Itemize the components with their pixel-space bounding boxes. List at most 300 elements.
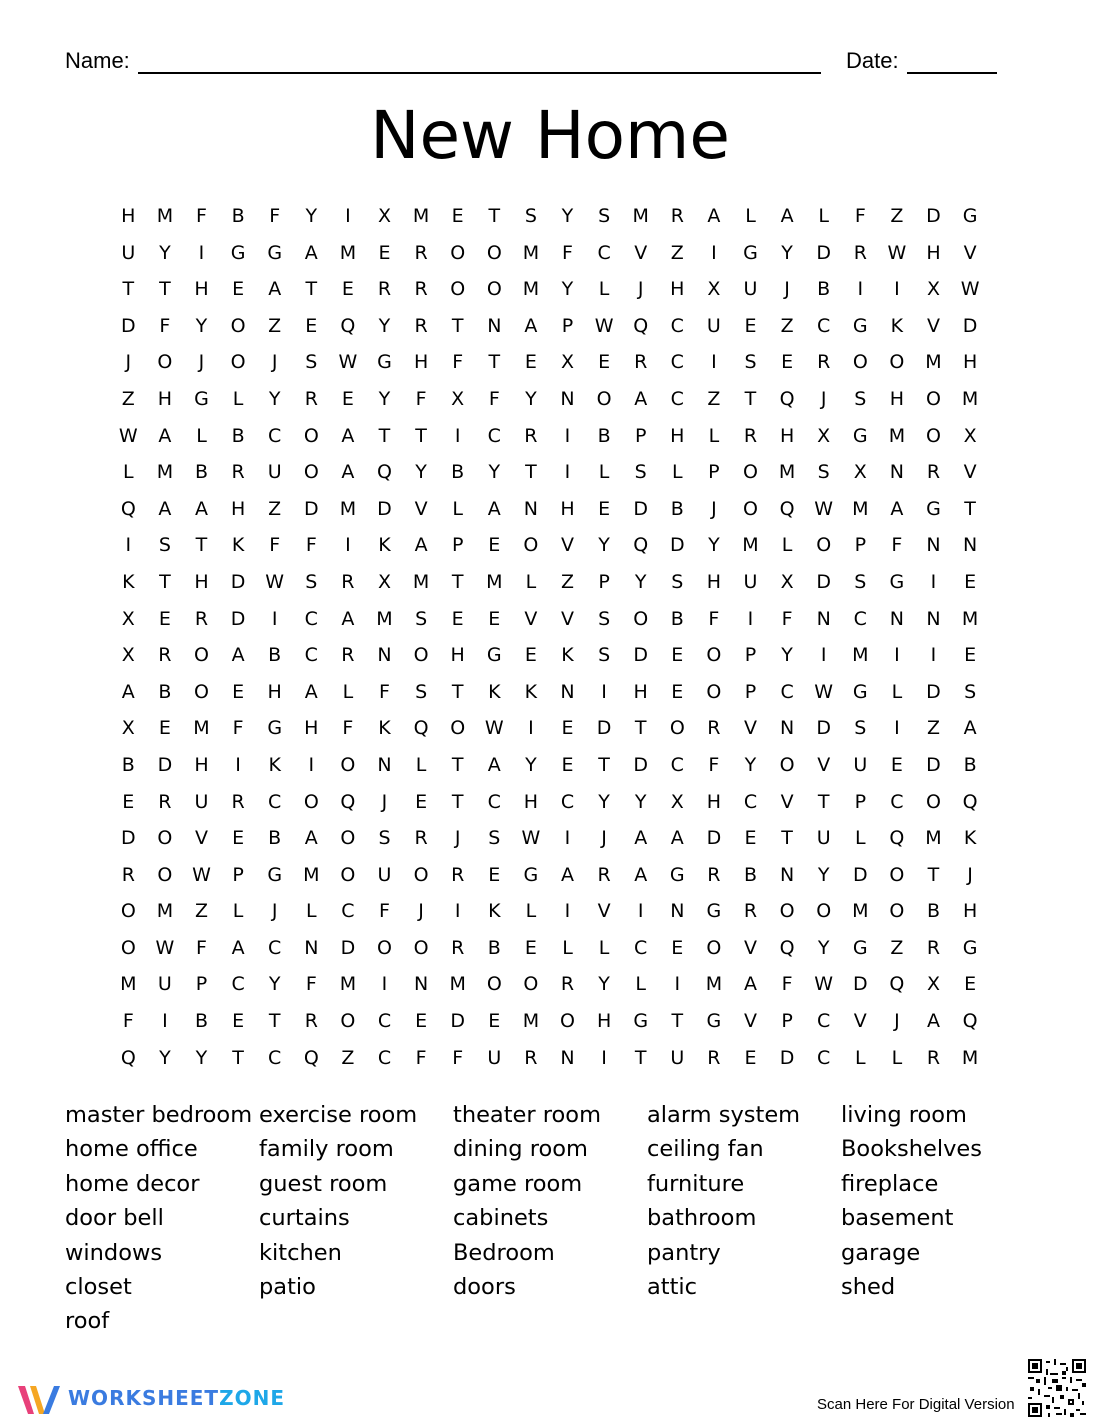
grid-letter[interactable]: J bbox=[125, 351, 132, 374]
grid-letter[interactable]: Z bbox=[890, 205, 904, 227]
grid-letter[interactable]: R bbox=[707, 717, 721, 740]
grid-letter[interactable]: Q bbox=[633, 314, 649, 337]
grid-letter[interactable]: D bbox=[816, 570, 831, 593]
grid-letter[interactable]: S bbox=[854, 717, 867, 740]
grid-letter[interactable]: O bbox=[194, 644, 209, 667]
grid-letter[interactable]: I bbox=[601, 1046, 607, 1069]
grid-letter[interactable]: I bbox=[601, 680, 607, 703]
grid-letter[interactable]: R bbox=[414, 241, 428, 264]
grid-letter[interactable]: T bbox=[451, 314, 464, 337]
grid-letter[interactable]: Z bbox=[121, 387, 135, 410]
grid-letter[interactable]: M bbox=[193, 717, 210, 740]
grid-letter[interactable]: H bbox=[889, 387, 905, 410]
grid-letter[interactable]: O bbox=[926, 790, 941, 813]
grid-letter[interactable]: R bbox=[634, 351, 648, 374]
grid-letter[interactable]: E bbox=[671, 680, 684, 703]
grid-letter[interactable]: D bbox=[633, 753, 648, 776]
grid-letter[interactable]: X bbox=[377, 570, 391, 593]
grid-letter[interactable]: J bbox=[381, 790, 388, 813]
grid-letter[interactable]: U bbox=[267, 461, 282, 484]
grid-letter[interactable]: W bbox=[887, 241, 907, 264]
grid-letter[interactable]: I bbox=[454, 900, 461, 923]
grid-letter[interactable]: R bbox=[743, 900, 758, 923]
grid-letter[interactable]: Z bbox=[707, 387, 721, 410]
grid-letter[interactable]: G bbox=[230, 241, 246, 264]
grid-letter[interactable]: L bbox=[891, 680, 903, 703]
grid-letter[interactable]: L bbox=[123, 461, 134, 484]
grid-letter[interactable]: D bbox=[816, 241, 831, 264]
grid-letter[interactable]: F bbox=[232, 717, 244, 740]
grid-letter[interactable]: I bbox=[857, 278, 864, 301]
grid-letter[interactable]: O bbox=[486, 241, 502, 264]
grid-letter[interactable]: S bbox=[598, 607, 611, 630]
grid-letter[interactable]: O bbox=[157, 827, 173, 850]
grid-letter[interactable]: I bbox=[345, 534, 351, 557]
grid-letter[interactable]: E bbox=[415, 1010, 428, 1033]
grid-letter[interactable]: Z bbox=[926, 717, 940, 740]
grid-letter[interactable]: T bbox=[634, 1046, 647, 1069]
grid-letter[interactable]: M bbox=[303, 863, 320, 886]
grid-letter[interactable]: H bbox=[523, 790, 539, 813]
grid-letter[interactable]: G bbox=[377, 351, 392, 374]
grid-letter[interactable]: V bbox=[926, 314, 940, 337]
grid-letter[interactable]: A bbox=[304, 827, 318, 850]
grid-letter[interactable]: X bbox=[780, 570, 794, 593]
grid-letter[interactable]: G bbox=[743, 241, 758, 264]
grid-letter[interactable]: D bbox=[120, 314, 136, 337]
grid-letter[interactable]: F bbox=[854, 205, 866, 227]
grid-letter[interactable]: V bbox=[634, 241, 648, 264]
grid-letter[interactable]: I bbox=[820, 644, 827, 667]
grid-letter[interactable]: O bbox=[230, 314, 246, 337]
grid-letter[interactable]: O bbox=[486, 278, 502, 301]
grid-letter[interactable]: R bbox=[707, 1046, 721, 1069]
grid-letter[interactable]: I bbox=[564, 827, 571, 850]
grid-letter[interactable]: D bbox=[926, 680, 941, 703]
grid-letter[interactable]: E bbox=[561, 717, 574, 740]
grid-letter[interactable]: T bbox=[378, 424, 391, 447]
grid-letter[interactable]: O bbox=[706, 644, 722, 667]
grid-letter[interactable]: F bbox=[305, 534, 317, 557]
grid-letter[interactable]: G bbox=[926, 497, 941, 520]
grid-letter[interactable]: O bbox=[669, 717, 685, 740]
grid-letter[interactable]: F bbox=[708, 753, 720, 776]
grid-letter[interactable]: X bbox=[926, 973, 940, 996]
grid-letter[interactable]: T bbox=[488, 351, 501, 374]
grid-letter[interactable]: M bbox=[925, 351, 942, 374]
grid-letter[interactable]: S bbox=[415, 680, 428, 703]
grid-letter[interactable]: G bbox=[267, 241, 283, 264]
grid-letter[interactable]: A bbox=[634, 863, 648, 886]
grid-letter[interactable]: N bbox=[487, 314, 502, 337]
grid-letter[interactable]: Y bbox=[598, 973, 610, 996]
grid-letter[interactable]: M bbox=[522, 1010, 540, 1033]
grid-letter[interactable]: P bbox=[744, 644, 757, 667]
grid-letter[interactable]: W bbox=[192, 863, 211, 886]
grid-letter[interactable]: A bbox=[341, 461, 355, 484]
grid-letter[interactable]: W bbox=[265, 570, 285, 593]
grid-letter[interactable]: Z bbox=[268, 314, 282, 337]
grid-letter[interactable]: O bbox=[852, 351, 868, 374]
grid-letter[interactable]: H bbox=[230, 497, 246, 520]
grid-letter[interactable]: I bbox=[564, 461, 571, 484]
grid-letter[interactable]: P bbox=[232, 863, 244, 886]
grid-letter[interactable]: Z bbox=[780, 314, 794, 337]
grid-letter[interactable]: N bbox=[377, 753, 392, 776]
grid-letter[interactable]: W bbox=[484, 717, 504, 740]
grid-letter[interactable]: L bbox=[306, 900, 317, 923]
grid-letter[interactable]: O bbox=[194, 680, 209, 703]
grid-letter[interactable]: B bbox=[231, 205, 245, 227]
grid-letter[interactable]: A bbox=[158, 497, 172, 520]
grid-letter[interactable]: W bbox=[814, 680, 834, 703]
grid-letter[interactable]: V bbox=[560, 534, 574, 557]
grid-letter[interactable]: W bbox=[155, 936, 175, 959]
grid-letter[interactable]: O bbox=[157, 351, 173, 374]
grid-letter[interactable]: O bbox=[560, 1010, 575, 1033]
grid-letter[interactable]: Q bbox=[779, 387, 795, 410]
grid-letter[interactable]: O bbox=[889, 900, 905, 923]
grid-letter[interactable]: D bbox=[450, 1010, 465, 1033]
grid-letter[interactable]: S bbox=[671, 570, 684, 593]
grid-letter[interactable]: A bbox=[890, 497, 904, 520]
grid-letter[interactable]: T bbox=[159, 278, 171, 301]
grid-letter[interactable]: W bbox=[814, 497, 834, 520]
grid-letter[interactable]: N bbox=[377, 644, 392, 667]
grid-letter[interactable]: R bbox=[414, 314, 428, 337]
grid-letter[interactable]: D bbox=[779, 1046, 795, 1069]
grid-letter[interactable]: E bbox=[158, 717, 171, 740]
grid-letter[interactable]: X bbox=[121, 717, 135, 740]
grid-letter[interactable]: L bbox=[525, 570, 537, 593]
grid-letter[interactable]: R bbox=[597, 863, 611, 886]
grid-letter[interactable]: R bbox=[304, 387, 318, 410]
grid-letter[interactable]: M bbox=[852, 497, 869, 520]
grid-letter[interactable]: T bbox=[268, 1010, 281, 1033]
grid-letter[interactable]: Q bbox=[340, 314, 356, 337]
grid-letter[interactable]: E bbox=[341, 278, 354, 301]
grid-letter[interactable]: M bbox=[156, 205, 174, 227]
grid-letter[interactable]: J bbox=[271, 351, 278, 374]
grid-letter[interactable]: L bbox=[342, 680, 354, 703]
grid-letter[interactable]: K bbox=[231, 534, 245, 557]
grid-letter[interactable]: Q bbox=[120, 497, 136, 520]
grid-letter[interactable]: Y bbox=[268, 387, 281, 410]
grid-letter[interactable]: R bbox=[743, 424, 758, 447]
grid-letter[interactable]: S bbox=[415, 607, 428, 630]
grid-letter[interactable]: I bbox=[711, 241, 717, 264]
grid-letter[interactable]: D bbox=[852, 973, 868, 996]
grid-letter[interactable]: L bbox=[598, 936, 610, 959]
grid-letter[interactable]: E bbox=[232, 680, 245, 703]
grid-letter[interactable]: Q bbox=[413, 717, 429, 740]
grid-letter[interactable]: O bbox=[743, 461, 758, 484]
grid-letter[interactable]: L bbox=[598, 461, 610, 484]
grid-letter[interactable]: M bbox=[632, 205, 649, 227]
grid-letter[interactable]: R bbox=[451, 863, 465, 886]
grid-letter[interactable]: T bbox=[634, 717, 647, 740]
grid-letter[interactable]: T bbox=[671, 1010, 684, 1033]
grid-letter[interactable]: C bbox=[304, 644, 318, 667]
grid-letter[interactable]: R bbox=[377, 278, 392, 301]
grid-letter[interactable]: X bbox=[121, 607, 135, 630]
grid-letter[interactable]: O bbox=[926, 387, 941, 410]
grid-letter[interactable]: Y bbox=[817, 863, 830, 886]
grid-letter[interactable]: Y bbox=[817, 936, 830, 959]
grid-letter[interactable]: L bbox=[745, 205, 756, 227]
grid-letter[interactable]: O bbox=[706, 680, 722, 703]
grid-letter[interactable]: B bbox=[670, 607, 684, 630]
grid-letter[interactable]: C bbox=[634, 936, 648, 959]
grid-letter[interactable]: X bbox=[670, 790, 684, 813]
grid-letter[interactable]: T bbox=[232, 1046, 244, 1069]
grid-letter[interactable]: C bbox=[743, 790, 758, 813]
grid-letter[interactable]: C bbox=[670, 753, 684, 776]
grid-letter[interactable]: R bbox=[524, 1046, 538, 1069]
grid-letter[interactable]: N bbox=[523, 497, 538, 520]
grid-letter[interactable]: O bbox=[596, 387, 612, 410]
grid-letter[interactable]: H bbox=[926, 241, 941, 264]
grid-letter[interactable]: I bbox=[637, 900, 644, 923]
grid-letter[interactable]: B bbox=[194, 1010, 208, 1033]
grid-letter[interactable]: C bbox=[670, 314, 684, 337]
grid-letter[interactable]: F bbox=[452, 1046, 464, 1069]
grid-letter[interactable]: F bbox=[781, 607, 793, 630]
grid-letter[interactable]: V bbox=[414, 497, 428, 520]
grid-letter[interactable]: M bbox=[852, 900, 869, 923]
grid-letter[interactable]: O bbox=[816, 534, 832, 557]
grid-letter[interactable]: D bbox=[706, 827, 722, 850]
grid-letter[interactable]: O bbox=[779, 753, 795, 776]
grid-letter[interactable]: O bbox=[303, 461, 319, 484]
grid-letter[interactable]: O bbox=[706, 936, 722, 959]
grid-letter[interactable]: Z bbox=[560, 570, 574, 593]
grid-letter[interactable]: S bbox=[598, 205, 611, 227]
grid-letter[interactable]: Q bbox=[633, 534, 649, 557]
grid-letter[interactable]: G bbox=[669, 863, 685, 886]
grid-letter[interactable]: K bbox=[378, 717, 391, 740]
grid-letter[interactable]: T bbox=[488, 205, 501, 227]
grid-letter[interactable]: A bbox=[231, 644, 245, 667]
grid-letter[interactable]: C bbox=[268, 790, 282, 813]
grid-letter[interactable]: Y bbox=[525, 753, 537, 776]
grid-letter[interactable]: V bbox=[597, 900, 611, 923]
grid-letter[interactable]: F bbox=[708, 607, 720, 630]
grid-letter[interactable]: C bbox=[817, 314, 831, 337]
name-line[interactable] bbox=[138, 72, 821, 74]
grid-letter[interactable]: I bbox=[381, 973, 388, 996]
grid-letter[interactable]: P bbox=[854, 534, 867, 557]
grid-letter[interactable]: F bbox=[342, 717, 354, 740]
grid-letter[interactable]: E bbox=[890, 753, 903, 776]
grid-letter[interactable]: R bbox=[121, 863, 135, 886]
grid-letter[interactable]: Y bbox=[195, 1046, 208, 1069]
grid-letter[interactable]: O bbox=[926, 424, 941, 447]
grid-letter[interactable]: G bbox=[852, 680, 868, 703]
grid-letter[interactable]: O bbox=[340, 863, 356, 886]
grid-letter[interactable]: B bbox=[268, 644, 282, 667]
grid-letter[interactable]: R bbox=[231, 790, 245, 813]
grid-letter[interactable]: Y bbox=[744, 753, 757, 776]
grid-letter[interactable]: O bbox=[303, 790, 319, 813]
grid-letter[interactable]: G bbox=[962, 936, 978, 959]
grid-letter[interactable]: Z bbox=[670, 241, 684, 264]
grid-letter[interactable]: G bbox=[267, 863, 283, 886]
grid-letter[interactable]: C bbox=[341, 900, 355, 923]
grid-letter[interactable]: B bbox=[158, 680, 172, 703]
grid-letter[interactable]: E bbox=[671, 644, 684, 667]
grid-letter[interactable]: R bbox=[158, 644, 172, 667]
grid-letter[interactable]: M bbox=[376, 607, 393, 630]
grid-letter[interactable]: F bbox=[196, 936, 207, 959]
grid-letter[interactable]: B bbox=[926, 900, 940, 923]
grid-letter[interactable]: Q bbox=[303, 1046, 319, 1069]
grid-letter[interactable]: I bbox=[198, 241, 205, 264]
grid-letter[interactable]: L bbox=[525, 900, 537, 923]
grid-letter[interactable]: E bbox=[524, 936, 537, 959]
grid-letter[interactable]: J bbox=[601, 827, 607, 850]
grid-letter[interactable]: A bbox=[780, 205, 794, 227]
grid-letter[interactable]: C bbox=[231, 973, 245, 996]
grid-letter[interactable]: H bbox=[633, 680, 648, 703]
grid-letter[interactable]: P bbox=[561, 314, 574, 337]
grid-letter[interactable]: C bbox=[377, 1046, 392, 1069]
grid-letter[interactable]: L bbox=[232, 900, 244, 923]
grid-letter[interactable]: O bbox=[779, 900, 795, 923]
grid-letter[interactable]: F bbox=[379, 900, 390, 923]
grid-letter[interactable]: Q bbox=[120, 1046, 136, 1069]
grid-letter[interactable]: T bbox=[781, 827, 793, 850]
grid-letter[interactable]: W bbox=[118, 424, 138, 447]
grid-letter[interactable]: E bbox=[158, 607, 171, 630]
grid-letter[interactable]: O bbox=[340, 827, 356, 850]
grid-letter[interactable]: I bbox=[711, 351, 717, 374]
grid-letter[interactable]: U bbox=[377, 863, 392, 886]
grid-letter[interactable]: T bbox=[122, 278, 135, 301]
grid-letter[interactable]: Q bbox=[889, 827, 905, 850]
grid-letter[interactable]: N bbox=[670, 900, 685, 923]
grid-letter[interactable]: C bbox=[487, 790, 501, 813]
grid-letter[interactable]: Y bbox=[378, 387, 391, 410]
grid-letter[interactable]: B bbox=[121, 753, 135, 776]
grid-letter[interactable]: L bbox=[855, 827, 866, 850]
grid-letter[interactable]: X bbox=[707, 278, 721, 301]
grid-letter[interactable]: E bbox=[781, 351, 794, 374]
grid-letter[interactable]: F bbox=[159, 314, 171, 337]
grid-letter[interactable]: A bbox=[634, 827, 648, 850]
grid-letter[interactable]: A bbox=[524, 314, 538, 337]
grid-letter[interactable]: L bbox=[818, 205, 829, 227]
grid-letter[interactable]: O bbox=[816, 900, 832, 923]
grid-letter[interactable]: B bbox=[670, 497, 684, 520]
grid-letter[interactable]: C bbox=[304, 607, 318, 630]
grid-letter[interactable]: S bbox=[158, 534, 171, 557]
grid-letter[interactable]: I bbox=[894, 278, 900, 301]
grid-letter[interactable]: C bbox=[890, 790, 904, 813]
grid-letter[interactable]: Y bbox=[305, 205, 318, 227]
grid-letter[interactable]: S bbox=[634, 461, 647, 484]
grid-letter[interactable]: Y bbox=[561, 205, 574, 227]
grid-letter[interactable]: E bbox=[415, 790, 428, 813]
grid-letter[interactable]: R bbox=[707, 863, 721, 886]
grid-letter[interactable]: H bbox=[962, 900, 978, 923]
grid-letter[interactable]: V bbox=[743, 1010, 757, 1033]
grid-letter[interactable]: N bbox=[560, 680, 575, 703]
grid-letter[interactable]: M bbox=[120, 973, 137, 996]
grid-letter[interactable]: H bbox=[670, 424, 685, 447]
grid-letter[interactable]: Q bbox=[962, 790, 978, 813]
grid-letter[interactable]: D bbox=[230, 607, 246, 630]
grid-letter[interactable]: U bbox=[743, 570, 758, 593]
grid-letter[interactable]: L bbox=[708, 424, 720, 447]
grid-letter[interactable]: I bbox=[528, 717, 534, 740]
grid-letter[interactable]: Y bbox=[781, 241, 793, 264]
grid-letter[interactable]: I bbox=[564, 900, 571, 923]
grid-letter[interactable]: J bbox=[784, 278, 790, 301]
grid-letter[interactable]: U bbox=[816, 827, 831, 850]
grid-letter[interactable]: G bbox=[706, 900, 722, 923]
grid-letter[interactable]: D bbox=[852, 863, 868, 886]
grid-letter[interactable]: F bbox=[305, 973, 317, 996]
grid-letter[interactable]: T bbox=[159, 570, 171, 593]
grid-letter[interactable]: L bbox=[855, 1046, 866, 1069]
grid-letter[interactable]: E bbox=[488, 863, 501, 886]
grid-letter[interactable]: L bbox=[598, 278, 610, 301]
grid-letter[interactable]: T bbox=[927, 863, 940, 886]
grid-letter[interactable]: C bbox=[853, 607, 867, 630]
grid-letter[interactable]: E bbox=[744, 314, 757, 337]
grid-letter[interactable]: B bbox=[231, 424, 245, 447]
grid-letter[interactable]: Y bbox=[488, 461, 501, 484]
grid-letter[interactable]: A bbox=[560, 863, 574, 886]
grid-letter[interactable]: Y bbox=[195, 314, 208, 337]
grid-letter[interactable]: J bbox=[418, 900, 424, 923]
grid-letter[interactable]: T bbox=[451, 753, 464, 776]
grid-letter[interactable]: E bbox=[744, 1046, 757, 1069]
grid-letter[interactable]: O bbox=[450, 717, 466, 740]
grid-letter[interactable]: C bbox=[817, 1010, 831, 1033]
grid-letter[interactable]: L bbox=[196, 424, 207, 447]
grid-letter[interactable]: E bbox=[232, 827, 245, 850]
grid-letter[interactable]: B bbox=[487, 936, 501, 959]
grid-letter[interactable]: B bbox=[743, 863, 757, 886]
grid-letter[interactable]: E bbox=[671, 936, 684, 959]
grid-letter[interactable]: R bbox=[524, 424, 538, 447]
grid-letter[interactable]: M bbox=[742, 534, 759, 557]
grid-letter[interactable]: M bbox=[925, 827, 942, 850]
grid-letter[interactable]: F bbox=[891, 534, 903, 557]
grid-letter[interactable]: I bbox=[125, 534, 132, 557]
grid-letter[interactable]: E bbox=[488, 1010, 501, 1033]
grid-letter[interactable]: B bbox=[194, 461, 208, 484]
grid-letter[interactable]: O bbox=[230, 351, 246, 374]
grid-letter[interactable]: B bbox=[268, 827, 282, 850]
grid-letter[interactable]: R bbox=[341, 644, 355, 667]
grid-letter[interactable]: R bbox=[341, 570, 355, 593]
grid-letter[interactable]: B bbox=[817, 278, 831, 301]
grid-letter[interactable]: L bbox=[415, 753, 427, 776]
grid-letter[interactable]: O bbox=[523, 973, 539, 996]
grid-letter[interactable]: M bbox=[339, 973, 357, 996]
grid-letter[interactable]: O bbox=[889, 863, 905, 886]
grid-letter[interactable]: J bbox=[198, 351, 205, 374]
grid-letter[interactable]: A bbox=[158, 424, 172, 447]
grid-letter[interactable]: T bbox=[964, 497, 976, 520]
grid-letter[interactable]: H bbox=[962, 351, 978, 374]
grid-letter[interactable]: O bbox=[377, 936, 392, 959]
grid-letter[interactable]: G bbox=[267, 717, 283, 740]
grid-letter[interactable]: T bbox=[451, 680, 464, 703]
